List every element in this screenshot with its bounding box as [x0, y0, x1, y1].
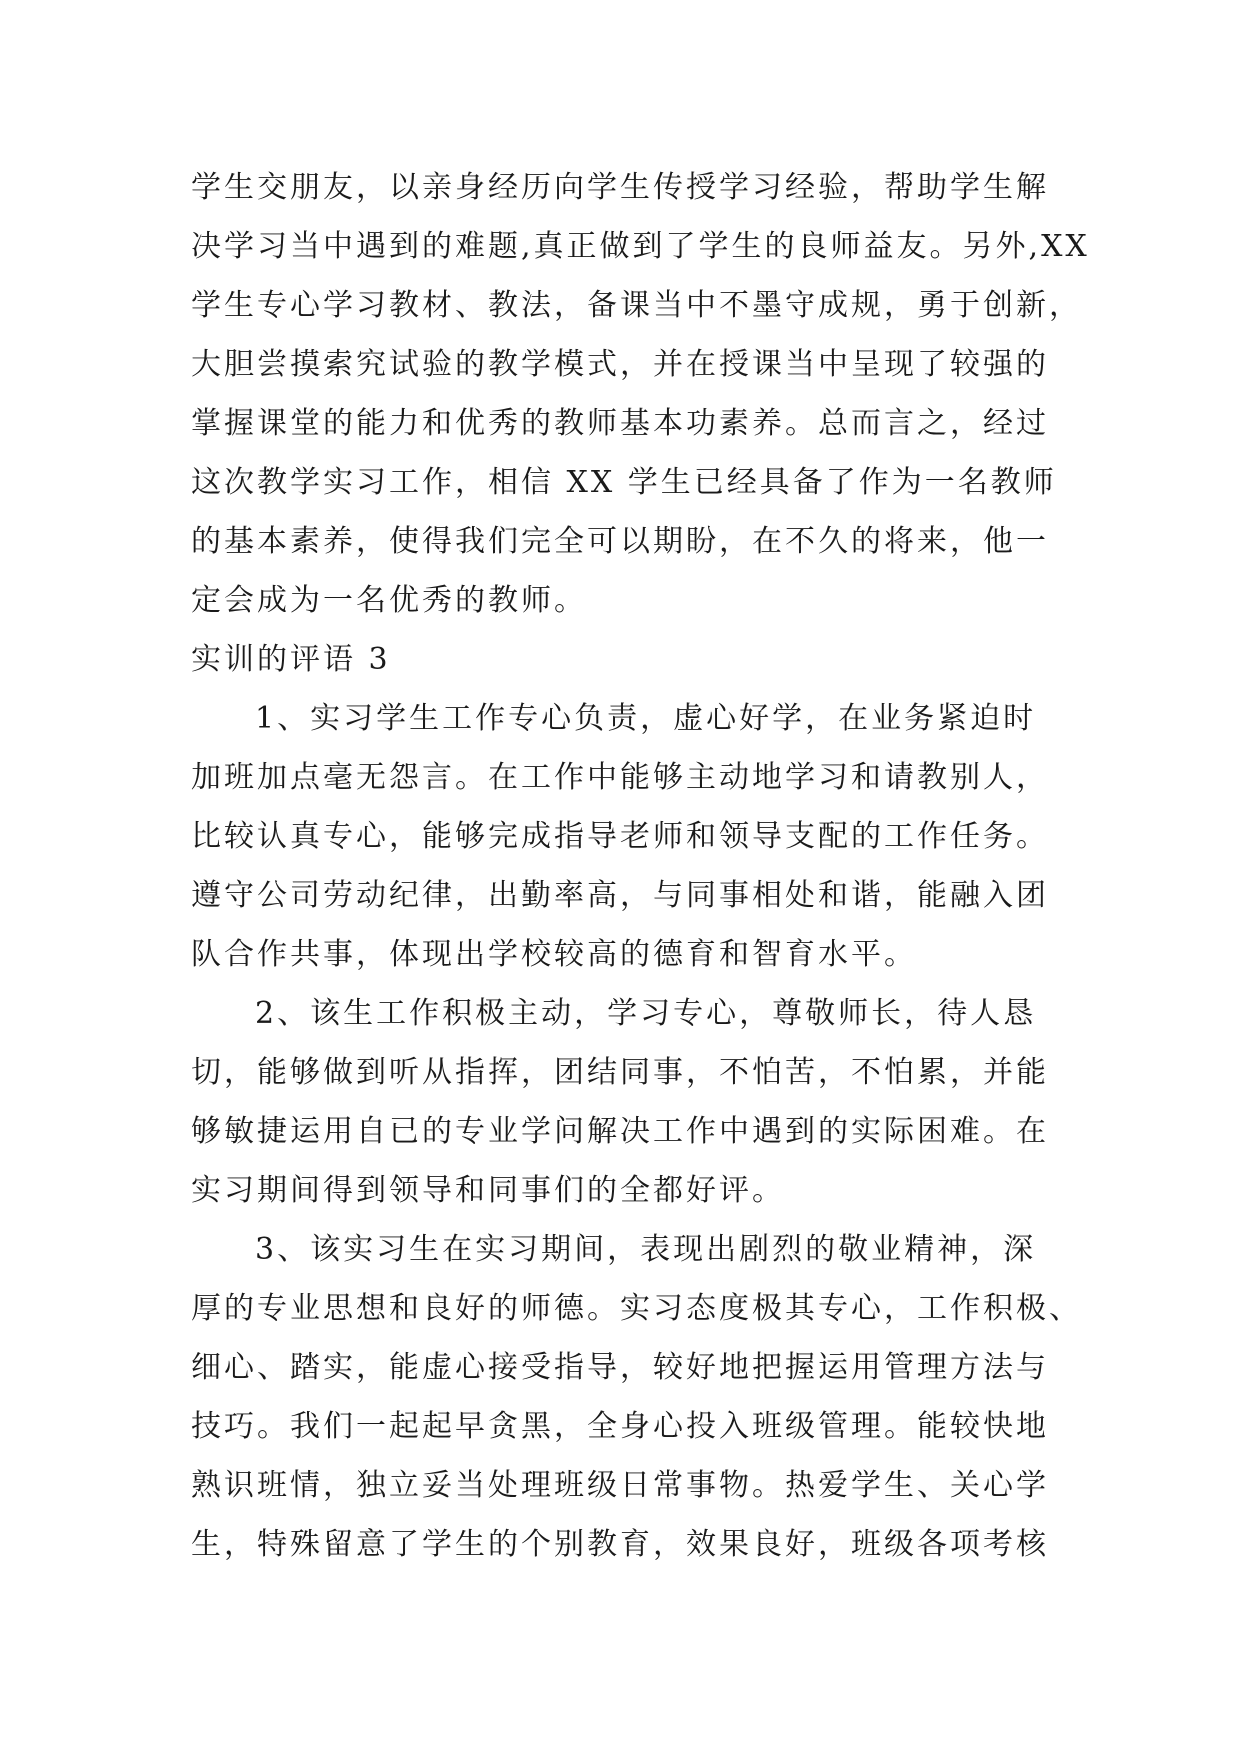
text-line: 厚的专业思想和良好的师德。实习态度极其专心，工作积极、: [191, 1291, 1082, 1326]
text-line: 队合作共事，体现出学校较高的德育和智育水平。: [191, 937, 917, 972]
text-line: 技巧。我们一起起早贪黑，全身心投入班级管理。能较快地: [191, 1409, 1049, 1444]
text-line: 定会成为一名优秀的教师。: [191, 583, 587, 618]
text-line: 掌握课堂的能力和优秀的教师基本功素养。总而言之，经过: [191, 406, 1049, 441]
text-line: 生，特殊留意了学生的个别教育，效果良好，班级各项考核: [191, 1527, 1049, 1562]
text-line: 遵守公司劳动纪律，出勤率高，与同事相处和谐，能融入团: [191, 878, 1049, 913]
text-line: 决学习当中遇到的难题,真正做到了学生的良师益友。另外,XX: [191, 229, 1090, 264]
text-line: 熟识班情，独立妥当处理班级日常事物。热爱学生、关心学: [191, 1468, 1049, 1503]
text-line: 细心、踏实，能虚心接受指导，较好地把握运用管理方法与: [191, 1350, 1049, 1385]
text-line: 实习期间得到领导和同事们的全都好评。: [191, 1173, 785, 1208]
text-line: 的基本素养，使得我们完全可以期盼，在不久的将来，他一: [191, 524, 1049, 559]
text-line: 大胆尝摸索究试验的教学模式，并在授课当中呈现了较强的: [191, 347, 1049, 382]
paragraph-continuation: [191, 158, 1090, 630]
text-line: 加班加点毫无怨言。在工作中能够主动地学习和请教别人，: [191, 760, 1049, 795]
section-heading: 实训的评语 3: [191, 642, 391, 677]
document-body: [191, 158, 1090, 1574]
text-line: 学生交朋友，以亲身经历向学生传授学习经验，帮助学生解: [191, 170, 1049, 205]
text-line: 学生专心学习教材、教法，备课当中不墨守成规，勇于创新，: [191, 288, 1082, 323]
text-line: 3、该实习生在实习期间，表现出剧烈的敬业精神，深: [255, 1232, 1037, 1267]
text-line: 2、该生工作积极主动，学习专心，尊敬师长，待人恳: [255, 996, 1037, 1031]
comment-item-1: [191, 689, 1053, 984]
text-line: 够敏捷运用自已的专业学问解决工作中遇到的实际困难。在: [191, 1114, 1049, 1149]
comment-item-3: [191, 1220, 1082, 1574]
comment-item-2: [191, 984, 1053, 1220]
text-line: 1、实习学生工作专心负责，虚心好学，在业务紧迫时: [255, 701, 1037, 736]
text-line: 这次教学实习工作，相信 XX 学生已经具备了作为一名教师: [191, 465, 1057, 500]
text-line: 比较认真专心，能够完成指导老师和领导支配的工作任务。: [191, 819, 1049, 854]
text-line: 切，能够做到听从指挥，团结同事，不怕苦，不怕累，并能: [191, 1055, 1049, 1090]
